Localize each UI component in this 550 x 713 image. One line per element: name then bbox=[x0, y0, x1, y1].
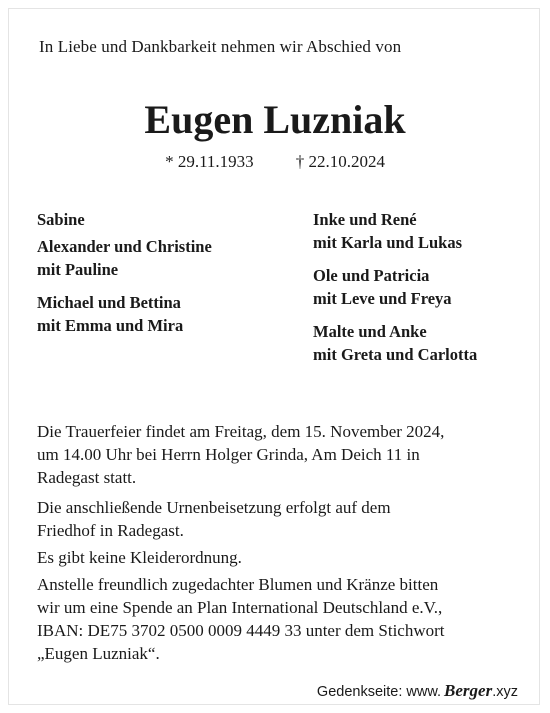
mourners-right-column bbox=[313, 208, 477, 376]
body-line: IBAN: DE75 3702 0500 0009 4449 33 unter dem Stichwort bbox=[37, 621, 445, 640]
mourner-group bbox=[37, 291, 212, 337]
life-dates bbox=[0, 152, 550, 172]
mourner-line: Michael und Bettina bbox=[37, 293, 181, 312]
dress-code-paragraph bbox=[37, 546, 527, 569]
ceremony-paragraph bbox=[37, 420, 527, 489]
death-date: † 22.10.2024 bbox=[295, 152, 385, 171]
mourner-group bbox=[37, 235, 212, 281]
mourner-line: mit Greta und Carlotta bbox=[313, 345, 478, 364]
body-line: „Eugen Luzniak“. bbox=[37, 644, 160, 663]
mourner-line: Ole und Patricia bbox=[313, 266, 430, 285]
mourner-line: Sabine bbox=[37, 210, 85, 229]
mourner-line: Alexander und Christine bbox=[37, 237, 212, 256]
body-line: wir um eine Spende an Plan International Deutschland e.V., bbox=[37, 598, 443, 617]
mourner-line: Inke und René bbox=[313, 210, 417, 229]
mourner-line: mit Emma und Mira bbox=[37, 316, 184, 335]
mourner-line: mit Leve und Freya bbox=[313, 289, 452, 308]
body-line: Die anschließende Urnenbeisetzung erfolgt auf dem bbox=[37, 498, 391, 517]
memorial-page-link[interactable] bbox=[317, 681, 518, 701]
body-line: Die Trauerfeier findet am Freitag, dem 15. November 2024, bbox=[37, 422, 445, 441]
birth-date: * 29.11.1933 bbox=[165, 152, 254, 171]
footer-suffix: .xyz bbox=[492, 684, 518, 700]
mourner-line: mit Pauline bbox=[37, 260, 119, 279]
burial-paragraph bbox=[37, 496, 527, 542]
brand-logo: Berger bbox=[444, 681, 493, 700]
body-line: Radegast statt. bbox=[37, 468, 137, 487]
mourner-line: Malte und Anke bbox=[313, 322, 427, 341]
deceased-name: Eugen Luzniak bbox=[144, 97, 406, 142]
donation-paragraph bbox=[37, 573, 527, 665]
mourner-group bbox=[313, 264, 477, 310]
body-line: Friedhof in Radegast. bbox=[37, 521, 184, 540]
body-line: um 14.00 Uhr bei Herrn Holger Grinda, Am Deich 11 in bbox=[37, 445, 420, 464]
body-line: Anstelle freundlich zugedachter Blumen und Kränze bitten bbox=[37, 575, 439, 594]
mourner-group bbox=[313, 320, 477, 366]
mourner-line: mit Karla und Lukas bbox=[313, 233, 462, 252]
body-line: Es gibt keine Kleiderordnung. bbox=[37, 548, 242, 567]
mourner-group bbox=[313, 208, 477, 254]
notice-body bbox=[37, 420, 527, 672]
mourner-group bbox=[37, 208, 212, 231]
footer-prefix: Gedenkseite: www. bbox=[316, 684, 442, 700]
intro-text: In Liebe und Dankbarkeit nehmen wir Abschied von bbox=[39, 37, 402, 56]
mourners-left-column bbox=[37, 208, 212, 347]
